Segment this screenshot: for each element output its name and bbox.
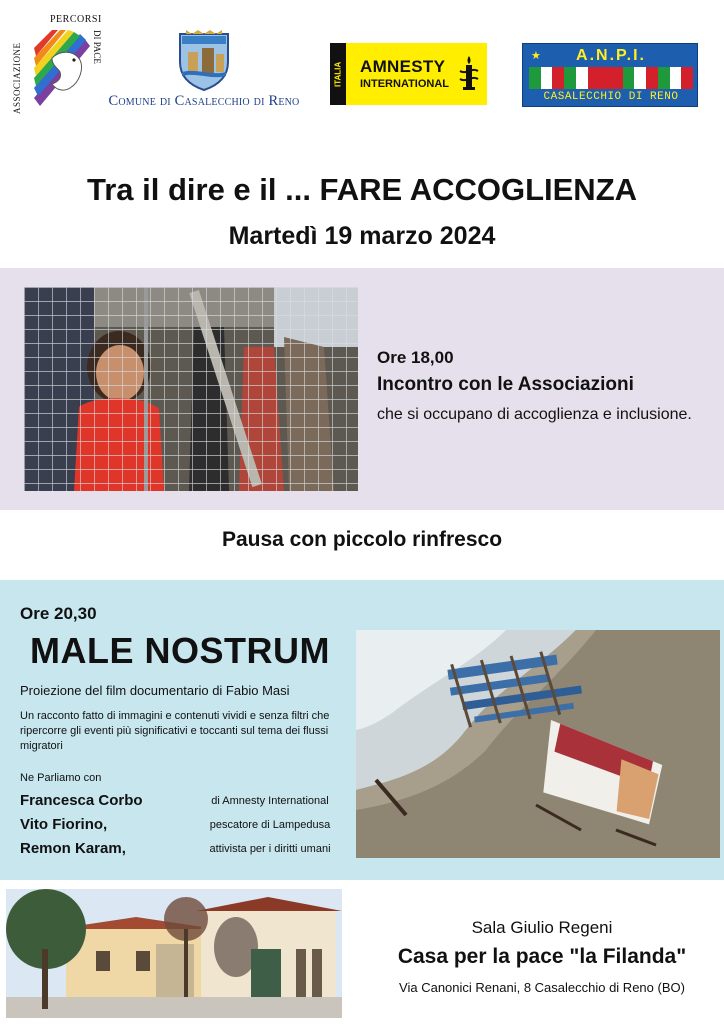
anpi-subtitle: CASALECCHIO DI RENO <box>543 91 679 103</box>
speaker-name: Remon Karam, <box>20 840 126 857</box>
city-crest-icon <box>176 28 232 92</box>
speaker-name: Francesca Corbo <box>20 792 143 809</box>
amnesty-name-line2: INTERNATIONAL <box>360 78 450 90</box>
venue-address: Via Canonici Renani, 8 Casalecchio di Reno (BO) <box>399 980 685 995</box>
event1-title: Incontro con le Associazioni <box>377 374 634 395</box>
event1-description: che si occupano di accoglienza e inclusione. <box>377 406 692 423</box>
amnesty-italia-text: ITALIA <box>330 43 346 105</box>
percorsi-logo-left-text: ASSOCIAZIONE <box>12 42 22 114</box>
page-title: Tra il dire e il ... FARE ACCOGLIENZA <box>86 172 638 207</box>
talk-intro: Ne Parliamo con <box>20 772 102 784</box>
event-date: Martedì 19 marzo 2024 <box>228 222 496 250</box>
star-icon: ★ <box>531 49 541 62</box>
event2-time: Ore 20,30 <box>20 604 97 623</box>
event2-subtitle: Proiezione del film documentario di Fabio Masi <box>20 683 290 698</box>
comune-name: Comune di Casalecchio di Reno <box>108 93 300 109</box>
pause-note: Pausa con piccolo rinfresco <box>221 528 503 551</box>
rainbow-dove-icon <box>30 28 92 108</box>
candle-barbed-wire-icon <box>458 55 480 93</box>
shipwreck-beach-photo <box>356 630 720 858</box>
casa-per-la-pace-building-photo <box>6 889 342 1018</box>
speaker-row <box>20 816 350 840</box>
anpi-logo <box>522 43 698 107</box>
italian-flags-stripe <box>529 67 693 89</box>
child-behind-fence-photo <box>24 287 358 491</box>
anpi-title: A.N.P.I. <box>576 47 646 64</box>
venue-hall: Sala Giulio Regeni <box>471 918 613 937</box>
percorsi-logo-top-text: PERCORSI <box>50 14 102 25</box>
venue-name: Casa per la pace "la Filanda" <box>397 945 687 968</box>
event2-title: MALE NOSTRUM <box>30 630 330 671</box>
percorsi-logo-right-text: DI PACE <box>92 30 102 64</box>
speakers-list <box>20 792 350 864</box>
percorsi-di-pace-logo <box>12 14 104 114</box>
amnesty-international-logo <box>330 43 487 105</box>
speaker-row <box>20 840 350 864</box>
event2-description: Un racconto fatto di immagini e contenuti vividi e senza filtri che ripercorre gli eventi più significativi e toccanti sul tema dei flussi migratori <box>20 710 330 752</box>
logo-bar <box>0 0 724 130</box>
amnesty-name-line1: AMNESTY <box>360 57 446 76</box>
event1-time: Ore 18,00 <box>377 348 454 367</box>
speaker-role: di Amnesty International <box>211 795 329 807</box>
speaker-name: Vito Fiorino, <box>20 816 108 833</box>
comune-casalecchio-logo <box>104 28 304 110</box>
speaker-row <box>20 792 350 816</box>
speaker-role: attivista per i diritti umani <box>209 843 331 855</box>
speaker-role: pescatore di Lampedusa <box>209 819 331 831</box>
